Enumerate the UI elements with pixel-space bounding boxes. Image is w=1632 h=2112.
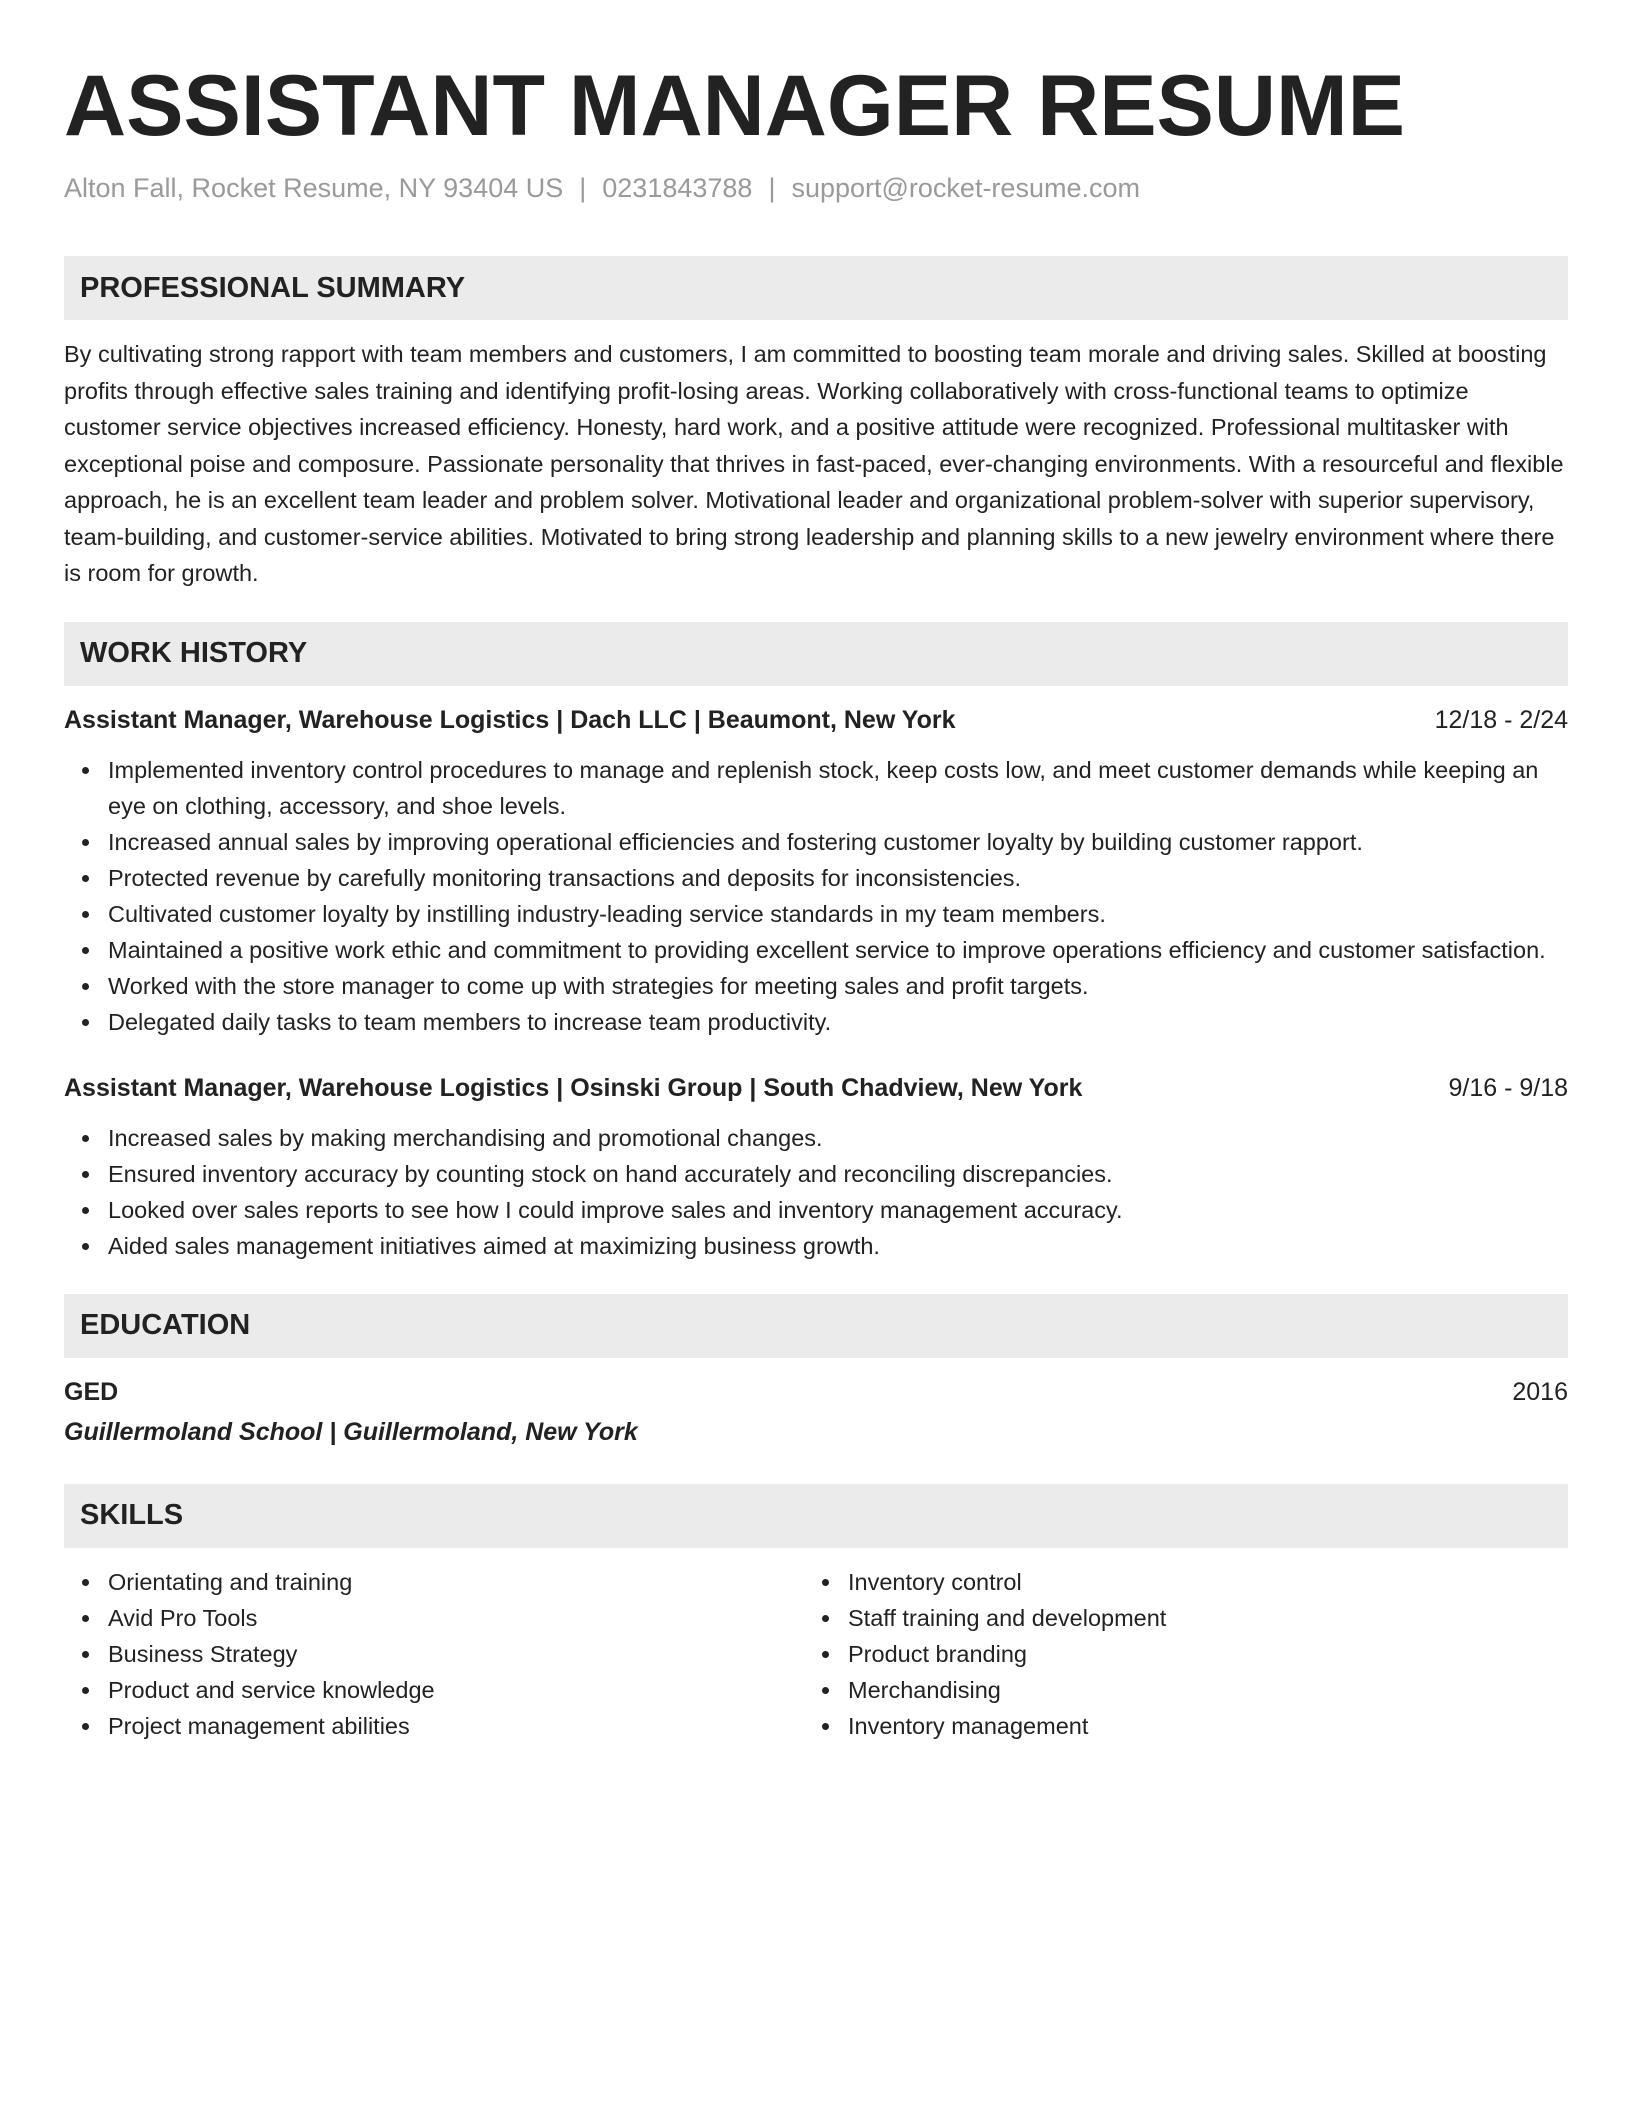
skills-columns [64, 1564, 1568, 1744]
contact-separator: | [768, 173, 776, 203]
contact-separator: | [579, 173, 587, 203]
skills-column-right [804, 1564, 1544, 1744]
education-year: 2016 [1512, 1377, 1568, 1406]
skills-column-left [64, 1564, 804, 1744]
contact-line [64, 170, 1568, 206]
job-entry-header [64, 1070, 1568, 1106]
job-bullet: Worked with the store manager to come up with strategies for meeting sales and profit targets. [108, 968, 1568, 1004]
job-bullet: Delegated daily tasks to team members to increase team productivity. [108, 1004, 1568, 1040]
job-entry-header [64, 702, 1568, 738]
skills-list [64, 1564, 804, 1744]
skills-list [804, 1564, 1544, 1744]
section-header-skills: SKILLS [64, 1484, 1568, 1548]
resume-title: ASSISTANT MANAGER RESUME [64, 58, 1406, 154]
skill-item: Orientating and training [108, 1564, 804, 1600]
skill-item: Staff training and development [848, 1600, 1544, 1636]
job-bullet: Protected revenue by carefully monitoring transactions and deposits for inconsistencies. [108, 860, 1568, 896]
job-bullet: Aided sales management initiatives aimed at maximizing business growth. [108, 1228, 1568, 1264]
skill-item: Merchandising [848, 1672, 1544, 1708]
job-bullet: Increased sales by making merchandising and promotional changes. [108, 1120, 1568, 1156]
job-bullet: Cultivated customer loyalty by instilling industry-leading service standards in my team members. [108, 896, 1568, 932]
skill-item: Inventory management [848, 1708, 1544, 1744]
skill-item: Inventory control [848, 1564, 1544, 1600]
education-entry-header [64, 1374, 1568, 1410]
education-school: Guillermoland School | Guillermoland, New York [64, 1417, 638, 1446]
section-header-work-history: WORK HISTORY [64, 622, 1568, 686]
skill-item: Avid Pro Tools [108, 1600, 804, 1636]
contact-phone: 0231843788 [602, 173, 753, 203]
section-header-summary: PROFESSIONAL SUMMARY [64, 256, 1568, 320]
job-title: Assistant Manager, Warehouse Logistics | Osinski Group | South Chadview, New York [64, 1073, 1083, 1102]
job-bullets [64, 752, 1568, 1040]
job-bullet: Implemented inventory control procedures to manage and replenish stock, keep costs low, and meet customer demands while keeping an eye on clothing, accessory, and shoe levels. [108, 752, 1568, 824]
skill-item: Product branding [848, 1636, 1544, 1672]
summary-text: By cultivating strong rapport with team members and customers, I am committed to boosting team morale and driving sales. Skilled at boosting profits through effective sales training and identifying profit-losing areas. Working collaboratively with cross-functional teams to optimize customer service objectives increased efficiency. Honesty, hard work, and a positive attitude were recognized. Professional multitasker with exceptional poise and composure. Passionate personality that thrives in fast-paced, ever-changing environments. With a resourceful and flexible approach, he is an excellent team leader and problem solver. Motivational leader and organizational problem-solver with superior supervisory, team-building, and customer-service abilities. Motivated to bring strong leadership and planning skills to a new jewelry environment where there is room for growth. [64, 341, 1564, 586]
job-dates: 12/18 - 2/24 [1434, 705, 1568, 734]
job-bullet: Maintained a positive work ethic and commitment to providing excellent service to improve operations efficiency and customer satisfaction. [108, 932, 1568, 968]
job-bullet: Increased annual sales by improving operational efficiencies and fostering customer loyalty by building customer rapport. [108, 824, 1568, 860]
job-dates: 9/16 - 9/18 [1448, 1073, 1568, 1102]
job-bullet: Ensured inventory accuracy by counting stock on hand accurately and reconciling discrepancies. [108, 1156, 1568, 1192]
contact-email: support@rocket-resume.com [791, 173, 1140, 203]
skill-item: Product and service knowledge [108, 1672, 804, 1708]
skill-item: Project management abilities [108, 1708, 804, 1744]
education-degree: GED [64, 1377, 119, 1406]
job-bullets [64, 1120, 1568, 1264]
skill-item: Business Strategy [108, 1636, 804, 1672]
section-header-education: EDUCATION [64, 1294, 1568, 1358]
job-title: Assistant Manager, Warehouse Logistics | Dach LLC | Beaumont, New York [64, 705, 956, 734]
job-bullet: Looked over sales reports to see how I could improve sales and inventory management accuracy. [108, 1192, 1568, 1228]
contact-address: Alton Fall, Rocket Resume, NY 93404 US [64, 173, 564, 203]
